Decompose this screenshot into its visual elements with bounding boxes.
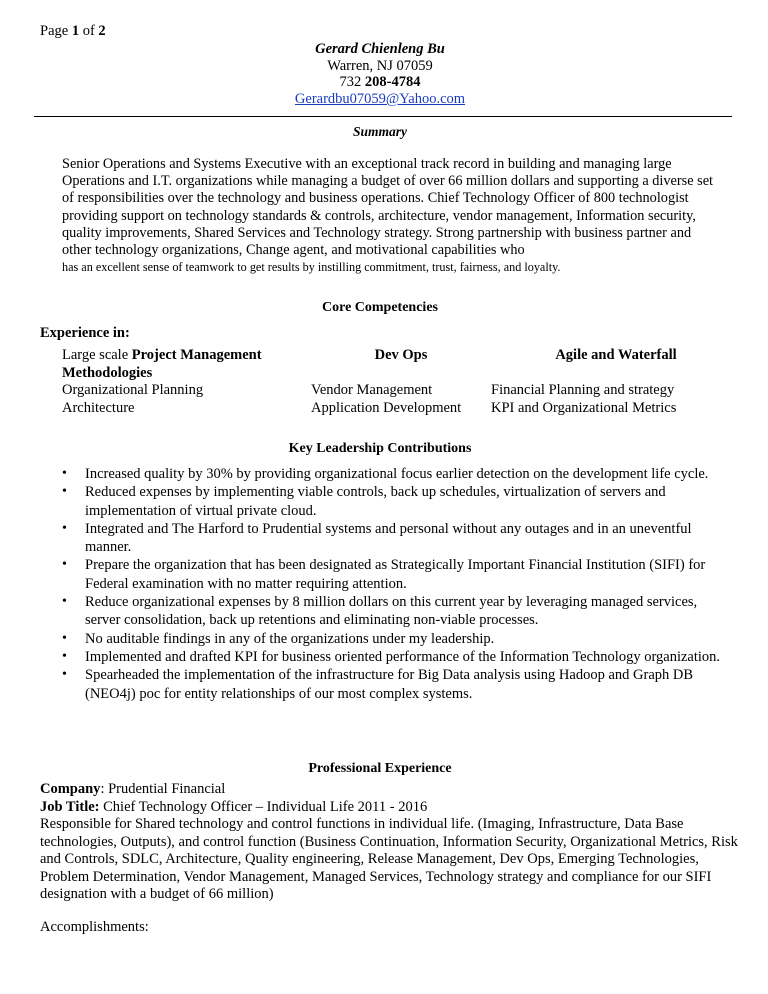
company-line: Company: Prudential Financial — [40, 781, 226, 797]
accomplishments-label: Accomplishments: — [40, 919, 149, 935]
competency-cell: Financial Planning and strategy — [491, 382, 675, 398]
list-item: • Spearheaded the implementation of the infrastructure for Big Data analysis using Hadoop and Graph DB (NEO4j) poc for entity relationships of our most complex systems. — [62, 667, 694, 702]
competency-row — [62, 382, 742, 400]
bullet-icon: • — [62, 520, 67, 536]
experience-label: Experience in: — [40, 325, 130, 341]
competency-cell: Organizational Planning — [62, 382, 204, 398]
core-competencies-heading: Core Competencies — [322, 300, 438, 315]
job-description: Responsible for Shared technology and control functions in individual life. (Imaging, Infrastructure, Data Base technologies, Outputs), and control function (Business Continuation, Information Security, Organizational Metrics, Risk and Controls, SDLC, Architecture, Quality engineering, Release Management, Dev Ops, Emerging Technologies, Problem Determination, Vendor Management, Managed Services, Technology strategy and compliance for our SIFI designation with a budget of 66 million) — [40, 816, 738, 902]
list-item: • Reduced expenses by implementing viable controls, back up schedules, virtualization of servers and implementation of virtual private cloud. — [62, 484, 666, 519]
bullet-icon: • — [62, 667, 67, 683]
leadership-list — [62, 465, 722, 703]
summary-heading: Summary — [352, 124, 407, 139]
header-divider — [34, 116, 732, 117]
competency-cell: Agile and Waterfall — [555, 347, 677, 363]
list-item: • Increased quality by 30% by providing organizational focus earlier detection on the development life cycle. — [62, 466, 709, 482]
professional-experience-heading: Professional Experience — [308, 761, 452, 776]
competency-grid — [62, 347, 742, 417]
competency-cell: Vendor Management — [311, 382, 433, 398]
bullet-icon: • — [62, 484, 67, 500]
list-item: • Reduce organizational expenses by 8 million dollars on this current year by leveraging managed services, server consolidation, back up retentions and eliminating non-viable processes. — [62, 594, 698, 629]
competency-row — [62, 347, 742, 382]
competency-cell: Large scale Project Management Methodologies — [62, 347, 262, 381]
email-link[interactable]: Gerardbu07059@Yahoo.com — [294, 91, 466, 107]
list-item: • Prepare the organization that has been designated as Strategically Important Financial Institution (SIFI) for Federal examination with no matter requiring attention. — [62, 557, 706, 592]
summary-paragraph: Senior Operations and Systems Executive with an exceptional track record in building and managing large Operations and I.T. organizations while managing a budget of over 66 million dollars and supporting a diverse set of responsibilities over the technology and business operations. Chief Technology Officer of 800 technologist providing support on technology standards & controls, architecture, vendor management, Information security, quality improvements, Shared Services and Technology strategy. Strong partnership with business partner and other technology organizations, Change agent, and motivational capabilities who has an excellent sense of teamwork to get results by instilling commitment, trust, fairness, and loyalty. — [62, 156, 714, 275]
phone: 732 208-4784 — [339, 74, 421, 90]
page-number: Page 1 of 2 — [40, 23, 106, 39]
bullet-icon: • — [62, 630, 67, 646]
competency-row — [62, 400, 742, 418]
competency-cell: Application Development — [311, 399, 462, 416]
list-item: • Integrated and The Harford to Prudential systems and personal without any outages and in an uneventful manner. — [62, 520, 692, 556]
bullet-icon: • — [62, 557, 67, 573]
bullet-icon: • — [62, 648, 67, 664]
competency-cell: Dev Ops — [374, 347, 428, 363]
list-item: • No auditable findings in any of the organizations under my leadership. — [62, 630, 495, 647]
list-item: • Implemented and drafted KPI for business oriented performance of the Information Technology organization. — [62, 648, 721, 665]
job-title-line: Job Title: Chief Technology Officer – Individual Life 2011 - 2016 — [40, 798, 428, 815]
job-entry — [40, 781, 740, 904]
leadership-heading: Key Leadership Contributions — [288, 441, 472, 456]
bullet-icon: • — [62, 466, 67, 481]
competency-cell: KPI and Organizational Metrics — [491, 399, 677, 416]
address: Warren, NJ 07059 — [327, 58, 433, 74]
competency-cell: Architecture — [62, 399, 135, 416]
bullet-icon: • — [62, 594, 67, 610]
candidate-name: Gerard Chienleng Bu — [315, 41, 445, 57]
